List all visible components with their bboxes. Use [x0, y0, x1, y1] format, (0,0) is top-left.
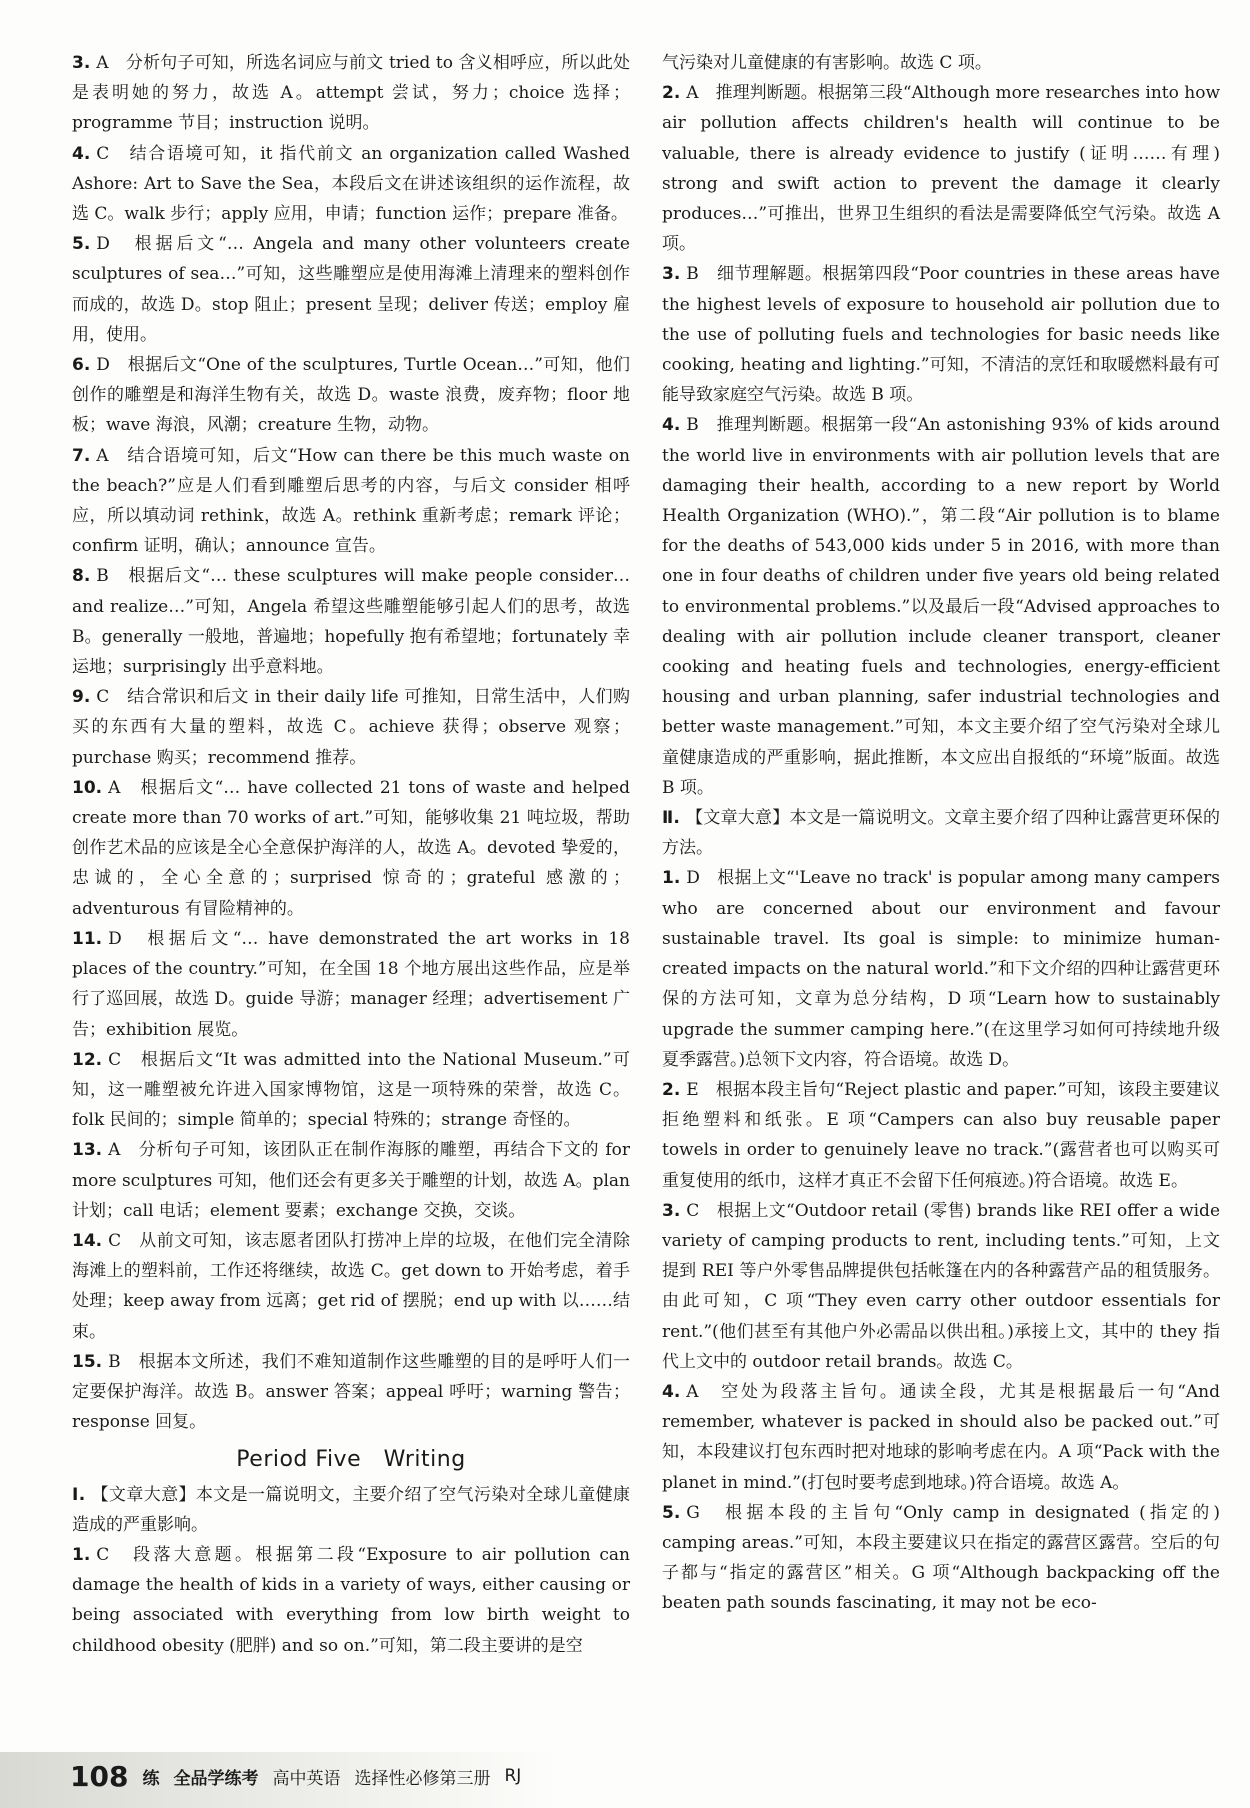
- question-number: 9.: [72, 687, 91, 708]
- answer-text: C 根据后文“It was admitted into the National Museum.”可知，这一雕塑被允许进入国家博物馆，这是一项特殊的荣誉，故选 C。folk 民间的；simple 简单的；special 特殊的；strange 奇怪的。: [72, 1049, 630, 1131]
- question-number: 2.: [662, 1079, 681, 1100]
- question-number: 2.: [662, 83, 681, 104]
- answer-paragraph: [72, 773, 630, 924]
- answer-paragraph: [662, 259, 1220, 410]
- answer-paragraph: [662, 78, 1220, 259]
- answer-text: D 根据后文“… have demonstrated the art works in 18 places of the country.”可知，在全国 18 个地方展出这些作品，应是举行了巡回展，故选 D。guide 导游；manager 经理；advertisement 广告；exhibition 展览。: [72, 928, 630, 1040]
- question-number: 1.: [72, 1544, 91, 1565]
- answer-text: 【文章大意】本文是一篇说明文。文章主要介绍了四种让露营更环保的方法。: [662, 808, 1221, 859]
- answer-paragraph: [72, 350, 630, 441]
- question-number: 4.: [72, 143, 91, 164]
- question-number: 7.: [72, 445, 91, 466]
- answer-text: E 根据本段主旨句“Reject plastic and paper.”可知，该段主要建议拒绝塑料和纸张。E 项“Campers can also buy reusable paper towels in order to genuinely leave no track.”(露营者也可以购买可重复使用的纸巾，这样才真正不会留下任何痕迹。)符合语境。故选 E。: [662, 1079, 1220, 1191]
- answer-text: A 结合语境可知，后文“How can there be this much waste on the beach?”应是人们看到雕塑后思考的内容，与后文 consider 相呼应，所以填动词 rethink，故选 A。rethink 重新考虑；remark 评论；confirm 证明，确认；announce 宣告。: [72, 445, 630, 557]
- answer-paragraph: [662, 410, 1220, 803]
- answer-text: C 结合语境可知，it 指代前文 an organization called Washed Ashore: Art to Save the Sea，本段后文在讲述该组织的运作流程，故选 C。walk 步行；apply 应用，申请；function 运作；prepare 准备。: [72, 143, 630, 225]
- question-number: 13.: [72, 1140, 103, 1161]
- answer-text: B 推理判断题。根据第一段“An astonishing 93% of kids around the world live in environments with air pollution levels that are damaging their health, according to a new report by World Health Organization (WHO).”，第二段“Air pollution is to blame for the deaths of 543,000 kids under 5 in 2016, with more than one in four deaths of children under five years old being related to environmental problems.”以及最后一段“Advised approaches to dealing with air pollution include cleaner transport, cleaner cooking and heating fuels and technologies, energy-efficient housing and urban planning, safer industrial technologies and better waste management.”可知，本文主要介绍了空气污染对全球儿童健康造成的严重影响，据此推断，本文应出自报纸的“环境”版面。故选 B 项。: [662, 415, 1220, 798]
- question-number: 5.: [662, 1502, 681, 1523]
- section-title: Period Five Writing: [236, 1447, 466, 1473]
- footer: [70, 1756, 521, 1796]
- answer-text: A 分析句子可知，该团队正在制作海豚的雕塑，再结合下文的 for more sculptures 可知，他们还会有更多关于雕塑的计划，故选 A。plan 计划；call 电话；element 要素；exchange 交换，交谈。: [72, 1140, 630, 1221]
- question-number: 10.: [72, 777, 103, 798]
- answer-paragraph: [662, 1498, 1220, 1619]
- answer-text: C 结合常识和后文 in their daily life 可推知，日常生活中，人们购买的东西有大量的塑料，故选 C。achieve 获得；observe 观察；purchase 购买；recommend 推荐。: [72, 687, 630, 768]
- answer-paragraph: [72, 139, 630, 230]
- page-number: 108: [70, 1759, 129, 1793]
- question-number: 12.: [72, 1049, 103, 1070]
- answer-paragraph: [662, 1377, 1220, 1498]
- answer-paragraph: [72, 1135, 630, 1226]
- question-number: 3.: [662, 264, 681, 285]
- question-number: Ⅱ.: [662, 808, 680, 829]
- answer-paragraph: [72, 682, 630, 773]
- question-number: 1.: [662, 868, 681, 889]
- answer-text: D 根据后文“One of the sculptures, Turtle Ocean…”可知，他们创作的雕塑是和海洋生物有关，故选 D。waste 浪费，废弃物；floor 地板；wave 海浪，风潮；creature 生物，动物。: [72, 355, 630, 436]
- answer-text: 【文章大意】本文是一篇说明文，主要介绍了空气污染对全球儿童健康造成的严重影响。: [72, 1484, 630, 1535]
- answer-text: A 空处为段落主旨句。通读全段，尤其是根据最后一句“And remember, whatever is packed in should also be packed out.”可知，本段建议打包东西时把对地球的影响考虑在内。A 项“Pack with the planet in mind.”(打包时要考虑到地球。)符合语境。故选 A。: [662, 1381, 1220, 1493]
- brand-name: 全品学练考: [173, 1768, 259, 1789]
- answer-paragraph: [662, 1075, 1220, 1196]
- answer-paragraph: [72, 561, 630, 682]
- question-number: 5.: [72, 234, 91, 255]
- subject: 高中英语: [272, 1768, 341, 1789]
- edition: RJ: [504, 1766, 522, 1786]
- answer-paragraph: [662, 48, 1220, 78]
- answer-paragraph: [662, 1196, 1220, 1377]
- question-number: Ⅰ.: [72, 1484, 86, 1505]
- right-column: [662, 48, 1220, 1619]
- answer-text: B 根据后文“… these sculptures will make people consider… and realize…”可知，Angela 希望这些雕塑能够引起人们的思考，故选 B。generally 一般地，普遍地；hopefully 抱有希望地；fortunately 幸运地；surprisingly 出乎意料地。: [72, 566, 630, 678]
- question-number: 3.: [662, 1200, 681, 1221]
- answer-text: C 根据上文“Outdoor retail (零售) brands like REI offer a wide variety of camping products to rent, including tents.”可知，上文提到 REI 等户外零售品牌提供包括帐篷在内的各种露营产品的租赁服务。由此可知，C 项“They even carry other outdoor essentials for rent.”(他们甚至有其他户外必需品以供出租。)承接上文，其中的 they 指代上文中的 outdoor retail brands。故选 C。: [662, 1200, 1220, 1372]
- practice-tag: 练: [142, 1768, 160, 1789]
- answer-text: D 根据后文“… Angela and many other volunteers create sculptures of sea…”可知，这些雕塑应是使用海滩上清理来的塑料创作而成的，故选 D。stop 阻止；present 呈现；deliver 传送；employ 雇用，使用。: [72, 234, 630, 345]
- answer-paragraph: [72, 1045, 630, 1136]
- question-number: 14.: [72, 1230, 103, 1251]
- question-number: 6.: [72, 355, 91, 376]
- book-title: 选择性必修第三册: [354, 1768, 491, 1789]
- answer-text: D 根据上文“'Leave no track' is popular among many campers who are concerned about our environment and favour sustainable travel. Its goal is simple: to minimize human-created impacts on the natural world.”和下文介绍的四种让露营更环保的方法可知，文章为总分结构，D 项“Learn how to sustainably upgrade the summer camping here.”(在这里学习如何可持续地升级夏季露营。)总领下文内容，符合语境。故选 D。: [662, 868, 1220, 1070]
- question-number: 4.: [662, 1381, 681, 1402]
- answer-paragraph: [72, 1226, 630, 1347]
- answer-paragraph: [662, 863, 1220, 1074]
- question-number: 15.: [72, 1351, 103, 1372]
- answer-paragraph: [662, 803, 1220, 863]
- answer-text: A 推理判断题。根据第三段“Although more researches into how air pollution affects children's health will continue to be valuable, there is already evidence to justify (证明……有理) strong and swift action to prevent the damage it clearly produces…”可推出，世界卫生组织的看法是需要降低空气污染。故选 A 项。: [662, 83, 1220, 255]
- answer-paragraph: [72, 48, 630, 139]
- answer-text: A 分析句子可知，所选名词应与前文 tried to 含义相呼应，所以此处是表明她的努力，故选 A。attempt 尝试，努力；choice 选择；programme 节目；instruction 说明。: [72, 53, 630, 134]
- answer-text: B 根据本文所述，我们不难知道制作这些雕塑的目的是呼吁人们一定要保护海洋。故选 B。answer 答案；appeal 呼吁；warning 警告；response 回复。: [72, 1351, 630, 1433]
- answer-paragraph: [72, 229, 630, 350]
- left-column: [72, 48, 630, 1661]
- answer-text: C 段落大意题。根据第二段“Exposure to air pollution can damage the health of kids in a variety of ways, either causing or being associated with everything from low birth weight to childhood obesity (肥胖) and so on.”可知，第二段主要讲的是空: [72, 1544, 630, 1656]
- answer-text: 气污染对儿童健康的有害影响。故选 C 项。: [662, 53, 992, 73]
- question-number: 11.: [72, 928, 103, 949]
- answer-paragraph: [72, 1480, 630, 1540]
- answer-paragraph: [72, 924, 630, 1045]
- answer-text: A 根据后文“… have collected 21 tons of waste and helped create more than 70 works of art.”可知，能够收集 21 吨垃圾，帮助创作艺术品的应该是全心全意保护海洋的人，故选 A。devoted 挚爱的，忠诚的，全心全意的；surprised 惊奇的；grateful 感激的；adventurous 有冒险精神的。: [72, 777, 630, 919]
- answer-paragraph: [72, 1347, 630, 1438]
- answer-text: C 从前文可知，该志愿者团队打捞冲上岸的垃圾，在他们完全清除海滩上的塑料前，工作还将继续，故选 C。get down to 开始考虑，着手处理；keep away from 远离；get rid of 摆脱；end up with 以……结束。: [72, 1230, 630, 1342]
- answer-text: B 细节理解题。根据第四段“Poor countries in these areas have the highest levels of exposure to household air pollution due to the use of polluting fuels and technologies for basic needs like cooking, heating and lighting.”可知，不清洁的烹饪和取暖燃料最有可能导致家庭空气污染。故选 B 项。: [662, 264, 1220, 406]
- question-number: 4.: [662, 415, 681, 436]
- answer-paragraph: [72, 1540, 630, 1661]
- question-number: 8.: [72, 566, 91, 587]
- question-number: 3.: [72, 53, 91, 73]
- answer-paragraph: [72, 441, 630, 562]
- answer-text: G 根据本段的主旨句“Only camp in designated (指定的) camping areas.”可知，本段主要建议只在指定的露营区露营。空后的句子都与“指定的露营区”相关。G 项“Although backpacking off the beaten path sounds fascinating, it may not be eco-: [662, 1502, 1220, 1614]
